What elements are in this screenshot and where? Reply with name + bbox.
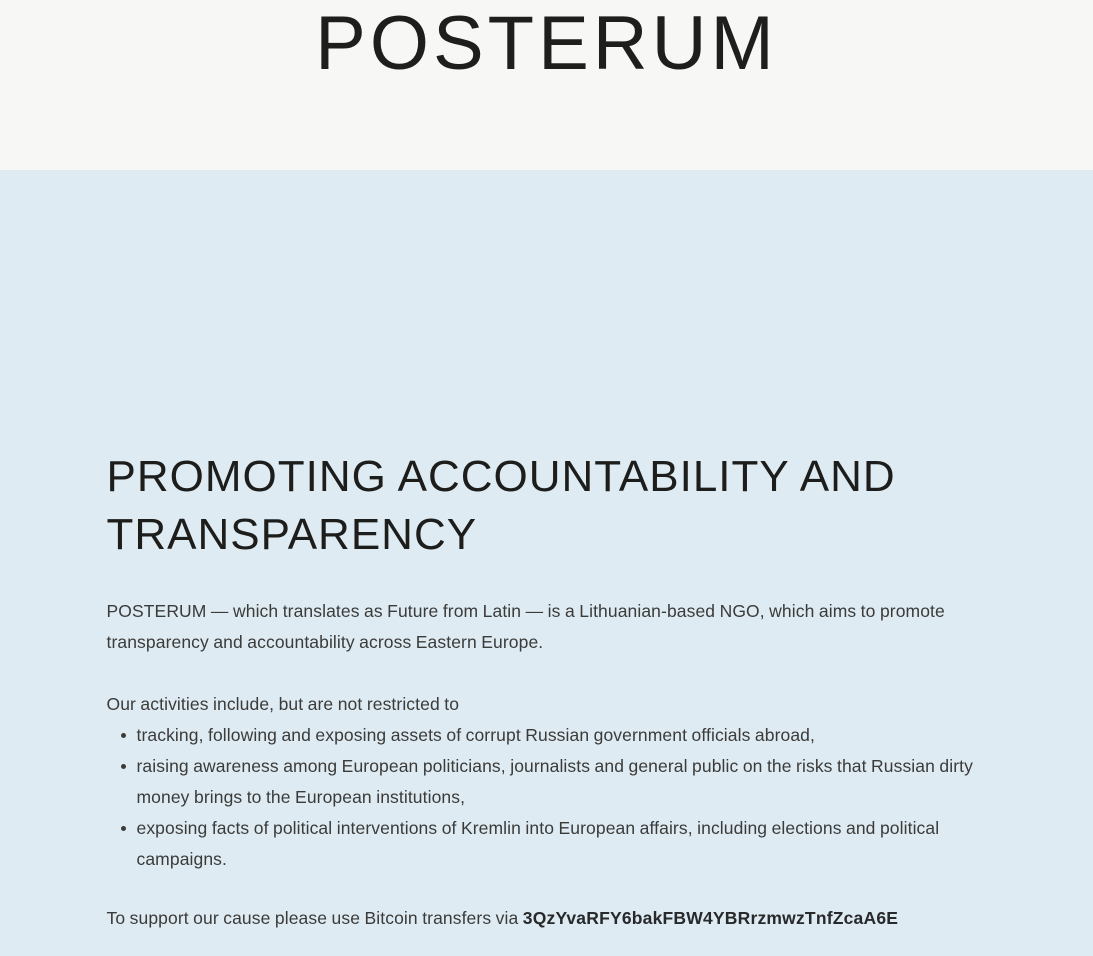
hero-section [0,170,1093,956]
page-title: PROMOTING ACCOUNTABILITY AND TRANSPARENCY [106,452,896,559]
content-container [107,448,987,934]
intro-paragraph: POSTERUM — which translates as Future from Latin — is a Lithuanian-based NGO, which aims to promote transparency and accountability across Eastern Europe. [106,601,945,652]
list-item: raising awareness among European politicians, journalists and general public on the risks that Russian dirty money brings to the European institutions, [107,751,987,813]
support-text: To support our cause please use Bitcoin transfers via [106,908,523,928]
activities-list [107,720,987,875]
activities-lead: Our activities include, but are not restricted to [106,694,460,714]
site-header [0,0,1093,170]
list-item: tracking, following and exposing assets of corrupt Russian government officials abroad, [107,720,987,751]
support-paragraph [107,903,987,934]
list-item: exposing facts of political interventions of Kremlin into European affairs, including elections and political campaigns. [107,813,987,875]
site-title[interactable]: POSTERUM [315,1,778,86]
bitcoin-address: 3QzYvaRFY6bakFBW4YBRrzmwzTnfZcaA6E [522,908,899,928]
